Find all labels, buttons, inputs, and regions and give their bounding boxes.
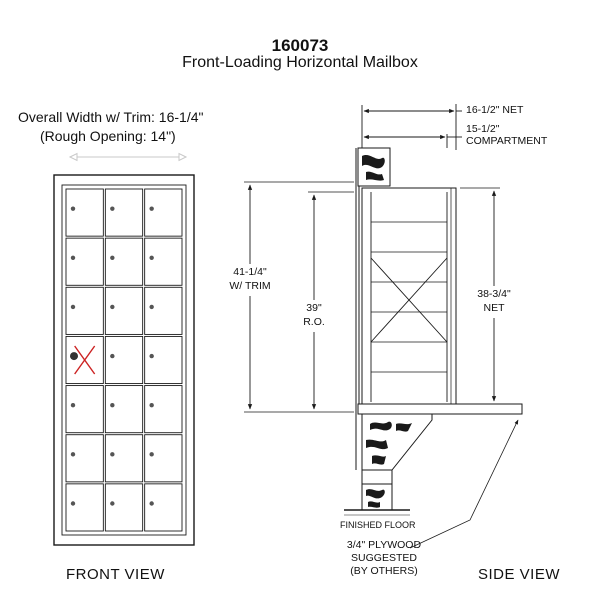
plywood-by-others-label: (BY OTHERS): [350, 565, 418, 577]
net-width-label: 16-1/2" NET: [466, 104, 524, 116]
mailbox-door: [66, 238, 103, 285]
mailbox-door: [145, 238, 182, 285]
mailbox-door: [145, 336, 182, 383]
lock-icon: [71, 305, 75, 309]
overall-width-label: Overall Width w/ Trim: 16-1/4": [18, 109, 204, 125]
mailbox-door: [66, 386, 103, 433]
product-title: Front-Loading Horizontal Mailbox: [182, 54, 418, 71]
side-view-label: SIDE VIEW: [478, 566, 561, 583]
lock-icon: [110, 403, 114, 407]
lock-icon: [149, 305, 153, 309]
finished-floor-label: FINISHED FLOOR: [340, 520, 416, 530]
lock-icon: [110, 501, 114, 505]
lock-icon: [149, 403, 153, 407]
lock-icon: [110, 354, 114, 358]
master-lock-icon: [70, 352, 78, 360]
rough-opening-height-value: 39": [306, 302, 322, 314]
height-with-trim-value: 41-1/4": [233, 266, 267, 278]
mailbox-door: [145, 287, 182, 334]
lock-icon: [149, 256, 153, 260]
height-with-trim-label: W/ TRIM: [229, 280, 271, 292]
front-width-arrow: [70, 154, 186, 161]
mailbox-door: [145, 484, 182, 531]
rough-opening-height-label: R.O.: [303, 316, 325, 328]
lock-icon: [110, 206, 114, 210]
mailbox-door: [105, 435, 142, 482]
mailbox-door: [66, 435, 103, 482]
mailbox-door: [145, 435, 182, 482]
lock-icon: [149, 452, 153, 456]
mailbox-door: [105, 189, 142, 236]
lock-icon: [71, 256, 75, 260]
lock-icon: [149, 501, 153, 505]
door-grid: [66, 189, 182, 531]
net-height-value: 38-3/4": [477, 288, 511, 300]
lock-icon: [149, 354, 153, 358]
mailbox-door: [66, 484, 103, 531]
mailbox-door: [105, 287, 142, 334]
mailbox-door: [105, 336, 142, 383]
lock-icon: [110, 305, 114, 309]
rough-opening-label: (Rough Opening: 14"): [40, 128, 176, 144]
lock-icon: [71, 206, 75, 210]
mailbox-door: [105, 386, 142, 433]
lock-icon: [71, 403, 75, 407]
mailbox-door: [105, 484, 142, 531]
side-view-mailbox: [244, 104, 522, 548]
lock-icon: [71, 452, 75, 456]
mailbox-door: [66, 189, 103, 236]
mailbox-door: [66, 287, 103, 334]
mailbox-door: [145, 386, 182, 433]
compartment-width-label: COMPARTMENT: [466, 135, 548, 147]
lock-icon: [110, 256, 114, 260]
lock-icon: [71, 501, 75, 505]
plywood-suggested-label: SUGGESTED: [351, 552, 417, 564]
plywood-label: 3/4" PLYWOOD: [346, 539, 422, 551]
lock-icon: [149, 206, 153, 210]
mailbox-door: [145, 189, 182, 236]
net-height-label: NET: [483, 302, 505, 314]
front-view-mailbox: [54, 175, 194, 545]
model-number: 160073: [271, 36, 329, 55]
lock-icon: [110, 452, 114, 456]
front-view-label: FRONT VIEW: [66, 566, 165, 583]
mailbox-door: [105, 238, 142, 285]
compartment-width-value: 15-1/2": [466, 123, 500, 135]
